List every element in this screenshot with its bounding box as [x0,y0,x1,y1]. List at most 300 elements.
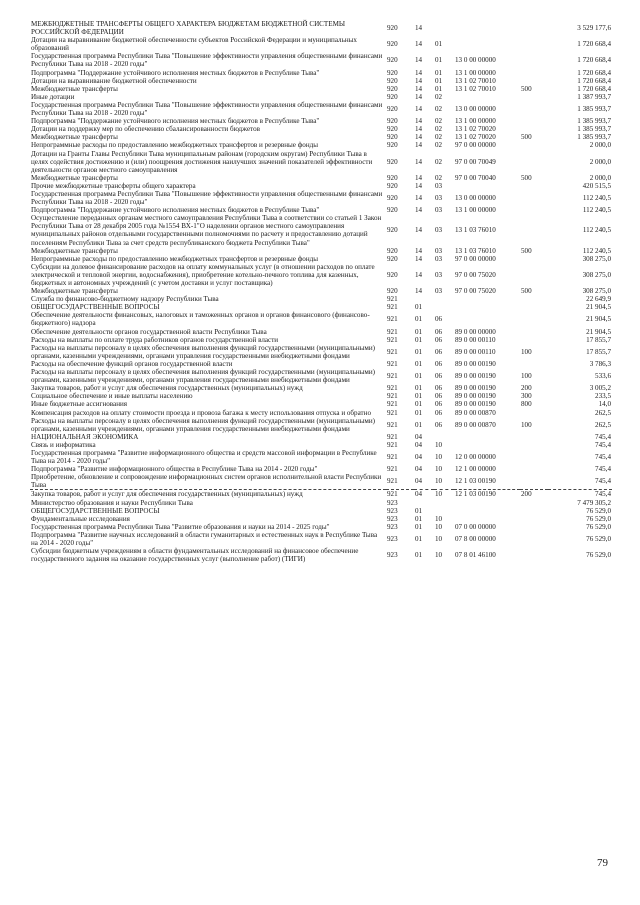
row-subsection-code: 03 [435,270,443,279]
row-name: НАЦИОНАЛЬНАЯ ЭКОНОМИКА [31,432,139,441]
row-target-code: 89 0 00 00190 [455,372,496,381]
table-row [30,303,612,311]
row-amount: 2 000,0 [589,173,611,182]
row-amount: 308 275,0 [582,254,611,263]
row-ved-code: 921 [387,315,398,324]
row-ved-code: 921 [387,303,398,312]
row-expense-type-code [520,409,548,417]
row-amount: 112 240,5 [582,226,611,235]
row-amount: 17 855,7 [586,347,611,356]
row-name: Прочие межбюджетные трансферты общего характера [31,181,196,190]
row-section-code: 01 [415,400,423,409]
table-row [30,85,612,93]
table-row [30,409,612,417]
row-amount: 14,0 [598,400,611,409]
row-section-code: 14 [415,117,423,126]
row-target-code: 07 0 00 00000 [455,522,496,531]
row-name: Межбюджетные трансферты [31,246,118,255]
row-expense-type-code [520,214,548,246]
row-ved-code: 920 [387,24,398,33]
row-subsection-code: 06 [435,372,443,381]
row-ved-code: 921 [387,335,398,344]
row-subsection-code: 02 [435,133,443,142]
table-row [30,311,612,327]
row-name: МЕЖБЮДЖЕТНЫЕ ТРАНСФЕРТЫ ОБЩЕГО ХАРАКТЕРА БЮДЖЕТАМ БЮДЖЕТНОЙ СИСТЕМЫ РОССИЙСКОЙ ФЕДЕРАЦИИ [31,20,346,37]
row-expense-type-code [520,523,548,531]
row-name: Государственная программа Республики Тыва "Повышение эффективности управления общественными финансами Республики Тыва на 2018 - 2020 годы" [31,100,383,118]
row-section-code: 14 [415,206,423,215]
row-expense-type-code [520,182,548,190]
row-section-code: 01 [415,522,423,531]
row-amount: 17 855,7 [586,335,611,344]
table-row [30,515,612,523]
row-target-code [454,20,520,36]
row-target-code: 97 0 00 00000 [455,254,496,263]
row-expense-type-code [520,465,548,473]
row-expense-type-code: 100 [521,420,532,429]
table-row [30,247,612,255]
row-name: Подпрограмма "Поддержание устойчивого исполнения местных бюджетов в Республике Тыва" [31,117,320,126]
row-expense-type-code: 500 [521,84,532,93]
row-name: Дотации на поддержку мер по обеспечению сбалансированности бюджетов [31,125,261,134]
row-section-code: 14 [415,40,423,49]
row-amount: 308 275,0 [582,270,611,279]
row-section-code: 14 [415,226,423,235]
row-expense-type-code [520,473,548,490]
row-name: ОБЩЕГОСУДАРСТВЕННЫЕ ВОПРОСЫ [31,506,160,515]
row-amount: 233,5 [595,392,611,401]
row-section-code: 01 [415,551,423,560]
row-name: Субсидии бюджетным учреждениям в области фундаментальных исследований на финансовое обеспечение государственного задания на оказание государственных услуг (выполнение работ) (ТИГИ) [31,547,359,564]
row-expense-type-code [520,93,548,101]
row-ved-code: 921 [387,420,398,429]
row-amount: 3 005,2 [589,384,611,393]
row-ved-code: 921 [387,432,398,441]
row-target-code: 89 0 00 00870 [455,408,496,417]
row-target-code: 89 0 00 00190 [455,384,496,393]
row-subsection-code: 06 [435,359,443,368]
row-amount: 533,6 [595,372,611,381]
row-subsection-code: 01 [435,40,443,49]
row-ved-code: 921 [386,490,414,499]
row-amount: 745,4 [595,465,611,474]
row-subsection-code [434,303,454,311]
row-expense-type-code [520,36,548,52]
row-amount: 22 649,9 [586,295,611,304]
row-name: Дотации на выравнивание бюджетной обеспеченности [31,76,197,85]
row-ved-code: 921 [387,465,398,474]
row-expense-type-code [520,499,548,507]
table-row [30,263,612,287]
row-subsection-code: 03 [435,254,443,263]
row-section-code: 01 [415,506,423,515]
row-subsection-code: 06 [435,315,443,324]
row-section-code: 14 [415,56,423,65]
table-row [30,368,612,384]
row-expense-type-code: 300 [521,392,532,401]
row-ved-code: 920 [387,68,398,77]
row-amount: 420 515,5 [582,181,611,190]
row-ved-code: 921 [387,400,398,409]
row-expense-type-code [520,547,548,563]
row-ved-code: 923 [387,498,398,507]
row-target-code [454,433,520,441]
row-expense-type-code [520,77,548,85]
row-target-code: 97 0 00 75020 [455,270,496,279]
row-name: Непрограммные расходы по предоставлению межбюджетных трансфертов и резервные фонды [31,141,319,150]
table-row [30,465,612,473]
row-name: Компенсация расходов на оплату стоимости проезда и провоза багажа к месту использования отпуска и обратно [31,408,371,417]
row-amount: 745,4 [595,432,611,441]
row-section-code: 14 [415,173,423,182]
row-subsection-code: 10 [435,551,443,560]
row-section-code: 01 [415,347,423,356]
row-name: Служба по финансово-бюджетному надзору Республики Тыва [31,295,219,304]
row-name: Иные бюджетные ассигнования [31,400,128,409]
row-amount: 76 529,0 [586,534,611,543]
row-amount: 3 529 177,6 [577,24,611,33]
row-section-code: 14 [415,68,423,77]
row-amount: 21 904,5 [586,327,611,336]
row-subsection-code: 03 [435,194,443,203]
row-ved-code: 920 [387,270,398,279]
table-row [30,384,612,392]
row-subsection-code: 10 [435,440,443,449]
row-name: ОБЩЕГОСУДАРСТВЕННЫЕ ВОПРОСЫ [31,303,160,312]
row-amount: 262,5 [595,408,611,417]
table-row [30,449,612,465]
row-expense-type-code [520,263,548,287]
row-subsection-code: 06 [435,347,443,356]
row-amount: 1 385 993,7 [577,104,611,113]
row-expense-type-code [520,295,548,303]
table-row [30,499,612,507]
row-ved-code: 920 [387,254,398,263]
row-amount: 1 720 668,4 [577,84,611,93]
row-ved-code: 921 [387,295,398,304]
row-subsection-code: 01 [435,56,443,65]
row-section-code: 14 [415,181,423,190]
row-expense-type-code [520,190,548,206]
row-section-code: 01 [415,514,423,523]
row-subsection-code: 03 [435,206,443,215]
table-row [30,441,612,449]
table-row [30,69,612,77]
row-subsection-code: 06 [435,420,443,429]
row-subsection-code: 01 [435,68,443,77]
row-name: Непрограммные расходы по предоставлению межбюджетных трансфертов и резервные фонды [31,254,319,263]
row-name: Связь и информатика [31,440,96,449]
row-ved-code: 921 [387,477,398,486]
row-ved-code: 923 [387,534,398,543]
row-section-code: 14 [415,84,423,93]
row-subsection-code: 01 [435,76,443,85]
row-amount: 745,4 [595,440,611,449]
row-name: Государственная программа Республики Тыва "Повышение эффективности управления общественными финансами Республики Тыва на 2018 - 2020 годы" [31,52,383,69]
row-target-code: 97 0 00 75020 [455,287,496,296]
row-expense-type-code [520,531,548,547]
row-ved-code: 921 [387,440,398,449]
table-row [30,473,612,490]
table-row [30,182,612,190]
row-amount: 76 529,0 [586,514,611,523]
row-name: Фундаментальные исследования [31,514,130,523]
row-target-code: 13 0 00 00000 [455,104,496,113]
row-section-code: 14 [415,125,423,134]
row-section-code [414,295,434,303]
row-expense-type-code [520,336,548,344]
row-name: Субсидии на долевое финансирование расходов на оплату коммунальных услуг (в отношении расходов по оплате электрической и тепловой энергии, водоснабжения), приобретение котельно-печного топлива для казенных, бюджетных и автономных учреждений (с учетом доставки и услуг поставщика) [31,262,375,287]
row-target-code: 97 0 00 70040 [455,173,496,182]
row-subsection-code: 10 [435,534,443,543]
budget-table [30,20,612,563]
row-amount: 76 529,0 [586,551,611,560]
row-target-code [454,36,520,52]
row-subsection-code: 02 [435,173,443,182]
row-target-code: 89 0 00 00190 [455,392,496,401]
row-name: Государственная программа Республики Тыва "Развитие образования и науки на 2014 - 2025 годы" [31,522,330,531]
table-row [30,547,612,563]
row-ved-code: 921 [387,372,398,381]
row-name: Подпрограмма "Поддержание устойчивого исполнения местных бюджетов в Республике Тыва" [31,68,320,77]
row-name: Иные дотации [31,92,75,101]
row-ved-code: 921 [387,384,398,393]
row-amount: 1 385 993,7 [577,125,611,134]
row-target-code: 13 1 00 00000 [455,68,496,77]
row-name: Подпрограмма "Развитие научных исследований в области гуманитарных и естественных наук в Республике Тыва на 2014 - 2020 годы" [31,530,378,547]
row-expense-type-code [520,52,548,68]
row-target-code: 13 1 03 76010 [455,246,496,255]
row-subsection-code [434,499,454,507]
table-row [30,206,612,214]
row-subsection-code: 10 [435,453,443,462]
row-expense-type-code [520,311,548,327]
row-target-code [454,93,520,101]
row-target-code [454,515,520,523]
row-section-code: 04 [415,440,423,449]
row-ved-code: 921 [387,327,398,336]
row-target-code: 07 8 01 46100 [455,551,496,560]
table-row [30,295,612,303]
row-subsection-code [434,20,454,36]
row-expense-type-code [520,441,548,449]
row-target-code [454,182,520,190]
table-row [30,141,612,149]
row-subsection-code: 10 [435,465,443,474]
row-section-code: 01 [415,392,423,401]
row-amount: 1 385 993,7 [577,133,611,142]
row-amount: 2 000,0 [589,141,611,150]
row-ved-code: 920 [387,56,398,65]
row-section-code: 14 [415,24,423,33]
row-section-code: 01 [415,372,423,381]
row-target-code [454,295,520,303]
row-ved-code: 920 [387,40,398,49]
row-expense-type-code: 200 [521,384,532,393]
row-amount: 745,4 [595,453,611,462]
row-expense-type-code [520,20,548,36]
row-ved-code: 920 [387,104,398,113]
row-target-code: 13 1 03 76010 [455,226,496,235]
row-amount: 112 240,5 [582,206,611,215]
table-row [30,360,612,368]
row-ved-code: 920 [387,125,398,134]
row-section-code: 01 [415,408,423,417]
row-section-code: 01 [415,315,423,324]
row-subsection-code: 10 [434,490,454,499]
row-ved-code: 920 [387,246,398,255]
row-name: Межбюджетные трансферты [31,133,118,142]
row-ved-code: 920 [387,173,398,182]
row-expense-type-code [520,433,548,441]
row-amount: 3 786,3 [589,359,611,368]
row-subsection-code: 02 [435,92,443,101]
row-name: Обеспечение деятельности финансовых, налоговых и таможенных органов и органов финансового (финансово-бюджетного) надзора [31,311,370,328]
row-target-code [454,303,520,311]
row-target-code: 89 0 00 00190 [455,400,496,409]
row-ved-code: 920 [387,141,398,150]
row-ved-code: 920 [387,84,398,93]
row-amount: 745,4 [548,490,612,499]
row-section-code: 14 [415,287,423,296]
row-subsection-code [434,507,454,515]
table-row [30,36,612,52]
row-ved-code: 920 [387,117,398,126]
row-section-code [414,499,434,507]
row-target-code: 13 1 02 70010 [455,84,496,93]
row-amount: 7 479 305,2 [577,498,611,507]
page-number: 79 [597,857,608,869]
row-target-code: 13 1 02 70020 [455,125,496,134]
row-expense-type-code [520,515,548,523]
row-ved-code: 921 [387,359,398,368]
row-subsection-code: 10 [435,522,443,531]
row-section-code: 04 [415,432,423,441]
row-subsection-code: 02 [435,125,443,134]
row-expense-type-code [520,150,548,174]
row-name: Государственная программа Республики Тыва "Повышение эффективности управления общественными финансами Республики Тыва на 2018 - 2020 годы" [31,189,383,207]
row-ved-code: 921 [387,453,398,462]
table-row [30,125,612,133]
row-name: Дотации на выравнивание бюджетной обеспеченности субъектов Российской Федерации и муниципальных образований [31,36,357,53]
table-row [30,507,612,515]
row-ved-code: 920 [387,206,398,215]
row-target-code: 13 1 02 70020 [455,133,496,142]
row-ved-code: 920 [387,181,398,190]
row-subsection-code: 10 [435,514,443,523]
row-section-code: 01 [415,420,423,429]
table-row [30,417,612,433]
row-subsection-code: 03 [435,246,443,255]
row-ved-code: 923 [387,506,398,515]
row-target-code: 13 1 00 00000 [455,117,496,126]
row-expense-type-code [520,117,548,125]
row-amount: 308 275,0 [582,287,611,296]
row-subsection-code: 01 [435,84,443,93]
row-section-code: 01 [415,303,423,312]
table-row [30,174,612,182]
row-section-code: 04 [415,453,423,462]
row-section-code: 14 [415,133,423,142]
table-row [30,328,612,336]
row-amount: 262,5 [595,420,611,429]
row-ved-code: 923 [387,514,398,523]
row-ved-code: 920 [387,92,398,101]
row-expense-type-code [520,255,548,263]
row-expense-type-code: 500 [521,287,532,296]
row-section-code: 01 [415,384,423,393]
row-ved-code: 923 [387,522,398,531]
row-target-code: 97 0 00 00000 [455,141,496,150]
table-row [30,255,612,263]
row-section-code: 14 [415,92,423,101]
row-expense-type-code [520,360,548,368]
table-row [30,77,612,85]
row-section-code: 04 [415,477,423,486]
row-section-code: 01 [415,327,423,336]
row-name: Закупка товаров, работ и услуг для обеспечения государственных (муниципальных) нужд [31,384,303,393]
row-subsection-code: 06 [435,408,443,417]
row-section-code: 01 [415,534,423,543]
row-target-code: 89 0 00 00190 [455,359,496,368]
table-row [30,531,612,547]
row-amount: 21 904,5 [586,303,611,312]
row-ved-code: 921 [387,392,398,401]
row-name: Межбюджетные трансферты [31,84,118,93]
row-amount: 1 387 993,7 [577,92,611,101]
row-target-code: 89 0 00 00000 [455,327,496,336]
row-name: Приобретение, обновление и сопровождение информационных систем органов исполнительной власти Республики Тыва [31,473,382,490]
row-section-code: 04 [414,490,434,499]
row-section-code: 14 [415,254,423,263]
row-subsection-code: 03 [435,226,443,235]
row-target-code [454,499,520,507]
row-ved-code: 920 [387,226,398,235]
row-name: Закупка товаров, работ и услуг для обеспечения государственных (муниципальных) нужд [30,490,386,499]
row-subsection-code: 10 [435,477,443,486]
row-amount: 112 240,5 [582,194,611,203]
table-row [30,150,612,174]
row-expense-type-code: 500 [521,173,532,182]
row-subsection-code: 06 [435,327,443,336]
row-name: Обеспечение деятельности органов государственной власти Республики Тыва [31,327,267,336]
row-expense-type-code [520,69,548,77]
table-row [30,93,612,101]
row-ved-code: 921 [387,408,398,417]
row-ved-code: 921 [387,347,398,356]
row-section-code: 14 [415,76,423,85]
row-expense-type-code [520,101,548,117]
row-name: Межбюджетные трансферты [31,173,118,182]
row-amount: 112 240,5 [582,246,611,255]
row-expense-type-code [520,141,548,149]
row-name: Государственная программа "Развитие информационного общества и средств массовой информации в Республике Тыва на 2014 - 2020 годы" [31,448,377,466]
row-target-code: 89 0 00 00110 [455,347,496,356]
row-subsection-code: 02 [435,104,443,113]
row-target-code: 12 1 03 00190 [454,490,520,499]
row-section-code: 14 [415,270,423,279]
row-ved-code: 920 [387,76,398,85]
row-name: Подпрограмма "Поддержание устойчивого исполнения местных бюджетов в Республике Тыва" [31,206,320,215]
row-target-code: 89 0 00 00110 [455,335,496,344]
row-target-code: 13 0 00 00000 [455,194,496,203]
row-section-code: 14 [415,141,423,150]
row-name: Дотации на Гранты Главы Республики Тыва муниципальным районам (городским округам) Республики Тыва в целях содействия достижению и (или) поощрения достижения наилучших значений показателей эффективности деятельности органов местного самоуправления [31,149,373,174]
row-name: Расходы на обеспечение функций органов государственной власти [31,359,233,368]
row-subsection-code [434,433,454,441]
row-expense-type-code: 500 [521,133,532,142]
table-row [30,433,612,441]
